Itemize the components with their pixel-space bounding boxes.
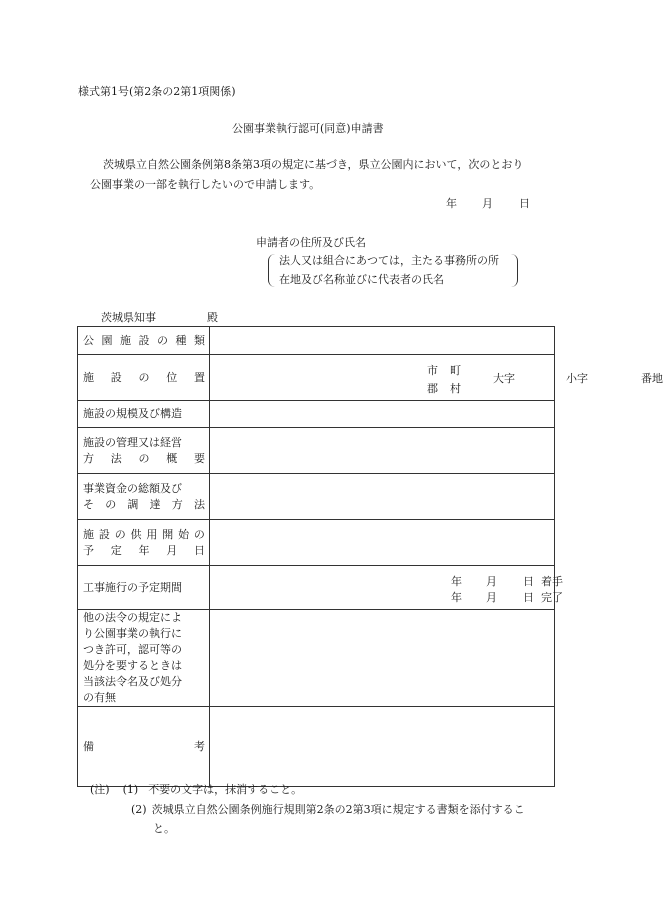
date-month: 月 <box>482 197 493 210</box>
mgmt-label-2: 方 法 の 概 要 <box>83 451 205 465</box>
period-input-cell[interactable] <box>210 566 563 610</box>
loc-koaza: 小字 <box>566 371 588 385</box>
applicant-label: 申請者の住所及び氏名 <box>256 236 366 249</box>
loc-gun: 郡 <box>427 381 438 395</box>
remarks-label <box>83 739 205 755</box>
scale-label-cell <box>78 401 210 428</box>
period-label-cell <box>78 566 210 610</box>
table-row <box>78 610 555 707</box>
period-end-day: 日 <box>523 590 534 604</box>
table-row <box>78 428 555 474</box>
other-law-label-cell <box>78 610 210 707</box>
other-law-label-4: 処分を要するときは <box>83 659 182 672</box>
note-1-text: 不要の文字は，抹消すること。 <box>148 783 303 796</box>
date-line <box>446 197 530 211</box>
application-form-table <box>77 326 663 787</box>
other-law-label-6: の有無 <box>83 691 116 704</box>
loc-shi: 市 <box>427 363 438 377</box>
period-start-day: 日 <box>523 574 534 588</box>
applicant-note-line-2: 在地及び名称並びに代表者の氏名 <box>279 273 444 286</box>
mgmt-label-cell <box>78 428 210 474</box>
location-label-cell <box>78 355 210 401</box>
loc-machi: 町 <box>450 363 461 377</box>
table-row <box>78 707 555 787</box>
date-year: 年 <box>446 197 457 210</box>
loc-banchi: 番地 <box>641 371 663 385</box>
period-end-text: 完了 <box>541 590 563 604</box>
location-label: 施 設 の 位 置 <box>83 370 205 384</box>
table-row <box>78 566 555 610</box>
open-label-2: 予 定 年 月 日 <box>83 543 205 557</box>
period-end-year: 年 <box>451 590 462 604</box>
table-row <box>78 474 555 520</box>
period-end-month: 月 <box>486 590 497 604</box>
location-input-cell[interactable] <box>210 355 663 401</box>
period-start-text: 着手 <box>541 574 563 588</box>
table-row <box>78 520 555 566</box>
open-label-1: 施 設 の 供 用 開 始 の <box>83 527 205 541</box>
location-address-format <box>210 356 663 400</box>
table-row <box>78 401 555 428</box>
fund-label-cell <box>78 474 210 520</box>
date-day: 日 <box>519 197 530 210</box>
note-2-text-1: 茨城県立自然公園条例施行規則第2条の2第3項に規定する書類を添付するこ <box>151 803 525 816</box>
fund-label-2: そ の 調 達 方 法 <box>83 497 205 511</box>
remarks-input-cell[interactable] <box>210 707 555 787</box>
kind-input-cell[interactable] <box>210 327 555 355</box>
open-input-cell[interactable] <box>210 520 555 566</box>
form-title: 公園事業執行認可(同意)申請書 <box>232 122 384 135</box>
fund-input-cell[interactable] <box>210 474 555 520</box>
note-2 <box>131 803 525 817</box>
remarks-label-1: 備 <box>83 739 94 753</box>
loc-mura: 村 <box>450 381 461 395</box>
mgmt-input-cell[interactable] <box>210 428 555 474</box>
fund-label-1: 事業資金の総額及び <box>83 481 182 495</box>
addressee: 茨城県知事 <box>101 311 156 324</box>
period-label: 工事施行の予定期間 <box>83 580 182 594</box>
other-law-label-1: 他の法令の規定によ <box>83 611 182 624</box>
note-2-continued: と。 <box>153 822 175 835</box>
table-row <box>78 355 555 401</box>
note-1 <box>90 783 302 797</box>
note-1-number: (1) <box>122 783 139 796</box>
note-prefix: (注) <box>90 783 110 796</box>
table-row <box>78 327 555 355</box>
kind-label: 公 園 施 設 の 種 類 <box>83 333 205 347</box>
remarks-label-cell <box>78 707 210 787</box>
period-start-month: 月 <box>486 574 497 588</box>
honorific: 殿 <box>207 311 218 324</box>
other-law-input-cell[interactable] <box>210 610 555 707</box>
scale-input-cell[interactable] <box>210 401 555 428</box>
open-label-cell <box>78 520 210 566</box>
scale-label: 施設の規模及び構造 <box>83 407 182 420</box>
period-format <box>210 569 563 607</box>
note-2-number: (2) <box>131 803 147 816</box>
period-start-year: 年 <box>451 574 462 588</box>
kind-label-cell <box>78 327 210 355</box>
other-law-label-5: 当該法令名及び処分 <box>83 675 182 688</box>
loc-oaza: 大字 <box>493 371 515 385</box>
other-law-label-2: り公園事業の執行に <box>83 627 182 640</box>
applicant-note-line-1: 法人又は組合にあつては，主たる事務所の所 <box>279 254 499 267</box>
body-text-line-1: 茨城県立自然公園条例第8条第3項の規定に基づき，県立公園内において，次のとおり <box>103 158 524 171</box>
remarks-label-2: 考 <box>194 739 205 753</box>
mgmt-label-1: 施設の管理又は経営 <box>83 435 182 449</box>
body-text-line-2: 公園事業の一部を執行したいので申請します。 <box>90 178 321 191</box>
form-number: 様式第1号(第2条の2第1項関係) <box>78 85 236 98</box>
other-law-label-3: つき許可，認可等の <box>83 643 182 656</box>
